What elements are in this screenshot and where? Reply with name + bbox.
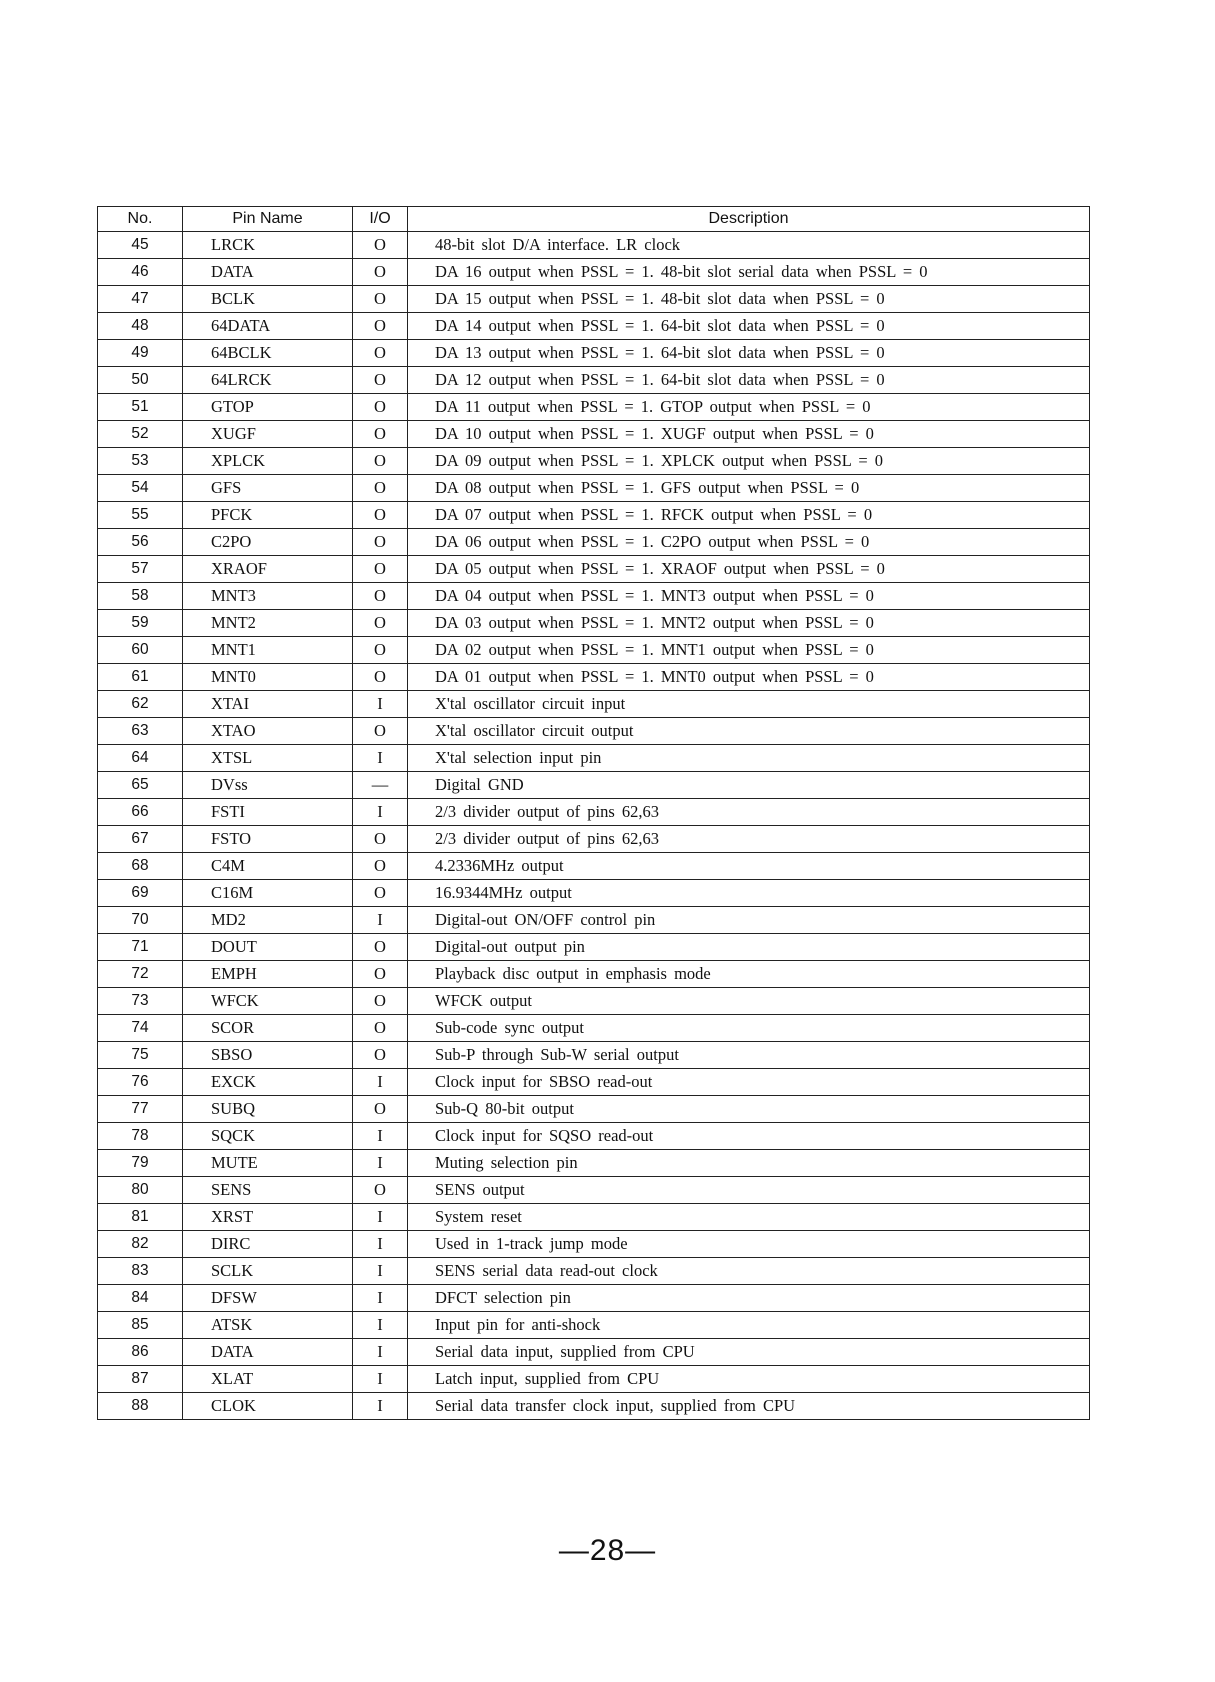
io-cell: O <box>353 1015 408 1042</box>
pin-name-cell: XUGF <box>183 421 353 448</box>
table-row <box>98 799 1090 826</box>
description-cell: 48-bit slot D/A interface. LR clock <box>408 232 1090 259</box>
io-cell: O <box>353 826 408 853</box>
io-cell: — <box>353 772 408 799</box>
table-row <box>98 259 1090 286</box>
description-cell: Digital GND <box>408 772 1090 799</box>
pin-name-cell: SBSO <box>183 1042 353 1069</box>
io-cell: O <box>353 718 408 745</box>
description-cell: X'tal selection input pin <box>408 745 1090 772</box>
io-cell: I <box>353 1393 408 1420</box>
pin-name-cell: SCLK <box>183 1258 353 1285</box>
pin-description-table <box>97 206 1090 1420</box>
description-cell: X'tal oscillator circuit input <box>408 691 1090 718</box>
table-row <box>98 826 1090 853</box>
pin-name-cell: DATA <box>183 259 353 286</box>
description-cell: DA 11 output when PSSL = 1. GTOP output when PSSL = 0 <box>408 394 1090 421</box>
description-cell: WFCK output <box>408 988 1090 1015</box>
pin-number-cell: 63 <box>98 718 183 745</box>
pin-number-cell: 50 <box>98 367 183 394</box>
table-row <box>98 853 1090 880</box>
table-header <box>98 207 1090 232</box>
pin-name-cell: SENS <box>183 1177 353 1204</box>
pin-name-cell: C16M <box>183 880 353 907</box>
table-row <box>98 340 1090 367</box>
pin-number-cell: 70 <box>98 907 183 934</box>
table-row <box>98 988 1090 1015</box>
io-cell: O <box>353 340 408 367</box>
pin-number-cell: 80 <box>98 1177 183 1204</box>
table-row <box>98 556 1090 583</box>
pin-name-cell: XTAI <box>183 691 353 718</box>
header-row <box>98 207 1090 232</box>
description-cell: Clock input for SBSO read-out <box>408 1069 1090 1096</box>
io-cell: O <box>353 1096 408 1123</box>
description-cell: DA 16 output when PSSL = 1. 48-bit slot serial data when PSSL = 0 <box>408 259 1090 286</box>
pin-name-cell: XRST <box>183 1204 353 1231</box>
description-cell: Sub-P through Sub-W serial output <box>408 1042 1090 1069</box>
pin-name-cell: CLOK <box>183 1393 353 1420</box>
pin-name-cell: XTAO <box>183 718 353 745</box>
table-row <box>98 934 1090 961</box>
table-row <box>98 637 1090 664</box>
header-io: I/O <box>353 207 408 232</box>
pin-number-cell: 46 <box>98 259 183 286</box>
description-cell: Used in 1-track jump mode <box>408 1231 1090 1258</box>
io-cell: O <box>353 1177 408 1204</box>
table-row <box>98 1042 1090 1069</box>
table-row <box>98 1285 1090 1312</box>
table-row <box>98 610 1090 637</box>
io-cell: O <box>353 610 408 637</box>
description-cell: 16.9344MHz output <box>408 880 1090 907</box>
description-cell: DA 08 output when PSSL = 1. GFS output when PSSL = 0 <box>408 475 1090 502</box>
pin-number-cell: 60 <box>98 637 183 664</box>
pin-number-cell: 73 <box>98 988 183 1015</box>
pin-name-cell: 64LRCK <box>183 367 353 394</box>
io-cell: O <box>353 853 408 880</box>
pin-name-cell: 64DATA <box>183 313 353 340</box>
description-cell: System reset <box>408 1204 1090 1231</box>
pin-name-cell: LRCK <box>183 232 353 259</box>
pin-name-cell: FSTI <box>183 799 353 826</box>
description-cell: Digital-out output pin <box>408 934 1090 961</box>
table-row <box>98 475 1090 502</box>
io-cell: O <box>353 259 408 286</box>
pin-number-cell: 53 <box>98 448 183 475</box>
pin-name-cell: BCLK <box>183 286 353 313</box>
io-cell: O <box>353 556 408 583</box>
pin-number-cell: 45 <box>98 232 183 259</box>
pin-number-cell: 76 <box>98 1069 183 1096</box>
table-row <box>98 421 1090 448</box>
table-row <box>98 907 1090 934</box>
io-cell: I <box>353 1366 408 1393</box>
pin-name-cell: MNT2 <box>183 610 353 637</box>
pin-name-cell: EMPH <box>183 961 353 988</box>
pin-name-cell: DOUT <box>183 934 353 961</box>
pin-number-cell: 49 <box>98 340 183 367</box>
description-cell: SENS serial data read-out clock <box>408 1258 1090 1285</box>
pin-number-cell: 74 <box>98 1015 183 1042</box>
description-cell: Latch input, supplied from CPU <box>408 1366 1090 1393</box>
pin-name-cell: XLAT <box>183 1366 353 1393</box>
io-cell: I <box>353 745 408 772</box>
pin-name-cell: ATSK <box>183 1312 353 1339</box>
pin-number-cell: 67 <box>98 826 183 853</box>
pin-number-cell: 64 <box>98 745 183 772</box>
description-cell: Clock input for SQSO read-out <box>408 1123 1090 1150</box>
description-cell: DA 15 output when PSSL = 1. 48-bit slot data when PSSL = 0 <box>408 286 1090 313</box>
table-row <box>98 718 1090 745</box>
io-cell: I <box>353 1069 408 1096</box>
table-row <box>98 286 1090 313</box>
description-cell: DA 02 output when PSSL = 1. MNT1 output when PSSL = 0 <box>408 637 1090 664</box>
io-cell: O <box>353 1042 408 1069</box>
io-cell: O <box>353 475 408 502</box>
table-row <box>98 1366 1090 1393</box>
description-cell: 2/3 divider output of pins 62,63 <box>408 799 1090 826</box>
pin-number-cell: 86 <box>98 1339 183 1366</box>
pin-number-cell: 83 <box>98 1258 183 1285</box>
io-cell: O <box>353 934 408 961</box>
table-row <box>98 1339 1090 1366</box>
io-cell: O <box>353 961 408 988</box>
table-row <box>98 772 1090 799</box>
pin-number-cell: 52 <box>98 421 183 448</box>
table-row <box>98 367 1090 394</box>
table-row <box>98 1204 1090 1231</box>
description-cell: DA 10 output when PSSL = 1. XUGF output when PSSL = 0 <box>408 421 1090 448</box>
io-cell: O <box>353 637 408 664</box>
description-cell: Playback disc output in emphasis mode <box>408 961 1090 988</box>
table-row <box>98 664 1090 691</box>
io-cell: I <box>353 1312 408 1339</box>
table-row <box>98 502 1090 529</box>
pin-name-cell: MNT0 <box>183 664 353 691</box>
pin-number-cell: 47 <box>98 286 183 313</box>
pin-name-cell: SCOR <box>183 1015 353 1042</box>
io-cell: O <box>353 367 408 394</box>
pin-name-cell: C2PO <box>183 529 353 556</box>
pin-name-cell: DFSW <box>183 1285 353 1312</box>
description-cell: DFCT selection pin <box>408 1285 1090 1312</box>
io-cell: O <box>353 394 408 421</box>
description-cell: DA 01 output when PSSL = 1. MNT0 output when PSSL = 0 <box>408 664 1090 691</box>
description-cell: DA 12 output when PSSL = 1. 64-bit slot data when PSSL = 0 <box>408 367 1090 394</box>
pin-name-cell: 64BCLK <box>183 340 353 367</box>
pin-name-cell: GFS <box>183 475 353 502</box>
pin-name-cell: MNT3 <box>183 583 353 610</box>
description-cell: DA 07 output when PSSL = 1. RFCK output when PSSL = 0 <box>408 502 1090 529</box>
header-pin-name: Pin Name <box>183 207 353 232</box>
description-cell: 4.2336MHz output <box>408 853 1090 880</box>
pin-number-cell: 59 <box>98 610 183 637</box>
pin-number-cell: 81 <box>98 1204 183 1231</box>
table-row <box>98 1231 1090 1258</box>
description-cell: Digital-out ON/OFF control pin <box>408 907 1090 934</box>
description-cell: DA 05 output when PSSL = 1. XRAOF output when PSSL = 0 <box>408 556 1090 583</box>
pin-number-cell: 54 <box>98 475 183 502</box>
io-cell: O <box>353 286 408 313</box>
io-cell: I <box>353 1204 408 1231</box>
table-row <box>98 1258 1090 1285</box>
table-row <box>98 1150 1090 1177</box>
pin-name-cell: SUBQ <box>183 1096 353 1123</box>
pin-name-cell: PFCK <box>183 502 353 529</box>
io-cell: O <box>353 313 408 340</box>
pin-name-cell: MNT1 <box>183 637 353 664</box>
pin-number-cell: 71 <box>98 934 183 961</box>
io-cell: O <box>353 232 408 259</box>
table-row <box>98 691 1090 718</box>
io-cell: I <box>353 1123 408 1150</box>
pin-number-cell: 65 <box>98 772 183 799</box>
pin-number-cell: 75 <box>98 1042 183 1069</box>
description-cell: Sub-Q 80-bit output <box>408 1096 1090 1123</box>
table-row <box>98 745 1090 772</box>
pin-name-cell: SQCK <box>183 1123 353 1150</box>
pin-name-cell: DIRC <box>183 1231 353 1258</box>
pin-number-cell: 84 <box>98 1285 183 1312</box>
description-cell: DA 06 output when PSSL = 1. C2PO output when PSSL = 0 <box>408 529 1090 556</box>
pin-number-cell: 55 <box>98 502 183 529</box>
pin-number-cell: 61 <box>98 664 183 691</box>
table-body <box>98 232 1090 1420</box>
pin-number-cell: 66 <box>98 799 183 826</box>
io-cell: O <box>353 583 408 610</box>
pin-number-cell: 51 <box>98 394 183 421</box>
pin-number-cell: 57 <box>98 556 183 583</box>
io-cell: O <box>353 664 408 691</box>
description-cell: Muting selection pin <box>408 1150 1090 1177</box>
io-cell: I <box>353 907 408 934</box>
page-number: —28— <box>558 1534 657 1567</box>
io-cell: I <box>353 1150 408 1177</box>
table-row <box>98 1312 1090 1339</box>
table-row <box>98 232 1090 259</box>
description-cell: DA 09 output when PSSL = 1. XPLCK output when PSSL = 0 <box>408 448 1090 475</box>
pin-name-cell: WFCK <box>183 988 353 1015</box>
table-row <box>98 313 1090 340</box>
io-cell: O <box>353 502 408 529</box>
pin-name-cell: XTSL <box>183 745 353 772</box>
table-row <box>98 583 1090 610</box>
description-cell: 2/3 divider output of pins 62,63 <box>408 826 1090 853</box>
description-cell: DA 13 output when PSSL = 1. 64-bit slot data when PSSL = 0 <box>408 340 1090 367</box>
pin-number-cell: 62 <box>98 691 183 718</box>
description-cell: X'tal oscillator circuit output <box>408 718 1090 745</box>
table-row <box>98 1177 1090 1204</box>
io-cell: O <box>353 529 408 556</box>
pin-number-cell: 85 <box>98 1312 183 1339</box>
pin-number-cell: 58 <box>98 583 183 610</box>
table-row <box>98 1123 1090 1150</box>
pin-name-cell: C4M <box>183 853 353 880</box>
table-row <box>98 1096 1090 1123</box>
pin-number-cell: 77 <box>98 1096 183 1123</box>
pin-name-cell: MD2 <box>183 907 353 934</box>
description-cell: SENS output <box>408 1177 1090 1204</box>
pin-number-cell: 72 <box>98 961 183 988</box>
io-cell: I <box>353 1231 408 1258</box>
description-cell: Serial data transfer clock input, supplied from CPU <box>408 1393 1090 1420</box>
table-row <box>98 880 1090 907</box>
pin-name-cell: FSTO <box>183 826 353 853</box>
table-row <box>98 394 1090 421</box>
pin-number-cell: 87 <box>98 1366 183 1393</box>
pin-number-cell: 88 <box>98 1393 183 1420</box>
pin-name-cell: GTOP <box>183 394 353 421</box>
io-cell: O <box>353 448 408 475</box>
io-cell: O <box>353 421 408 448</box>
io-cell: O <box>353 880 408 907</box>
pin-name-cell: MUTE <box>183 1150 353 1177</box>
pin-number-cell: 79 <box>98 1150 183 1177</box>
pin-number-cell: 56 <box>98 529 183 556</box>
description-cell: DA 14 output when PSSL = 1. 64-bit slot data when PSSL = 0 <box>408 313 1090 340</box>
description-cell: Input pin for anti-shock <box>408 1312 1090 1339</box>
io-cell: I <box>353 691 408 718</box>
table-row <box>98 529 1090 556</box>
description-cell: Serial data input, supplied from CPU <box>408 1339 1090 1366</box>
table-row <box>98 448 1090 475</box>
io-cell: I <box>353 1258 408 1285</box>
pin-number-cell: 78 <box>98 1123 183 1150</box>
table-row <box>98 1015 1090 1042</box>
io-cell: I <box>353 1339 408 1366</box>
pin-number-cell: 48 <box>98 313 183 340</box>
pin-number-cell: 69 <box>98 880 183 907</box>
description-cell: DA 03 output when PSSL = 1. MNT2 output when PSSL = 0 <box>408 610 1090 637</box>
header-description: Description <box>408 207 1090 232</box>
pin-name-cell: DVss <box>183 772 353 799</box>
table-row <box>98 961 1090 988</box>
pin-name-cell: EXCK <box>183 1069 353 1096</box>
io-cell: O <box>353 988 408 1015</box>
pin-name-cell: XPLCK <box>183 448 353 475</box>
description-cell: DA 04 output when PSSL = 1. MNT3 output when PSSL = 0 <box>408 583 1090 610</box>
io-cell: I <box>353 799 408 826</box>
description-cell: Sub-code sync output <box>408 1015 1090 1042</box>
pin-number-cell: 82 <box>98 1231 183 1258</box>
io-cell: I <box>353 1285 408 1312</box>
table-row <box>98 1393 1090 1420</box>
pin-name-cell: DATA <box>183 1339 353 1366</box>
pin-name-cell: XRAOF <box>183 556 353 583</box>
pin-number-cell: 68 <box>98 853 183 880</box>
header-no: No. <box>98 207 183 232</box>
table-row <box>98 1069 1090 1096</box>
